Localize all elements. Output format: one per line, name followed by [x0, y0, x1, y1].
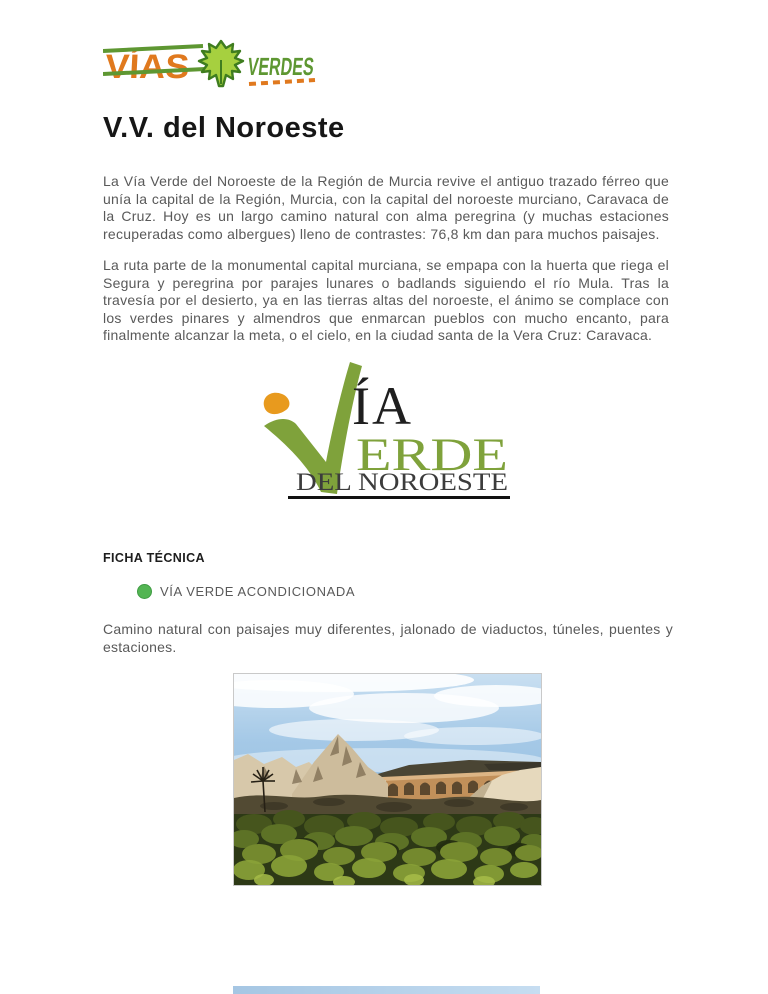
route-paragraph: La ruta parte de la monumental capital murciana, se empapa con la huerta que riega el Segura y peregrina por parajes lunares o badlands siguiendo el río Mula. Tras la travesía por el desierto, ya en las tierras altas del noroeste, el ánimo se complace con los verdes pinares y almendros que enmarcan pueblos con mucho encanto, para finalmente alcanzar la meta, o el cielo, en la ciudad santa de la Vera Cruz: Caravaca.	[103, 257, 669, 344]
via-verde-del-noroeste-logo	[250, 360, 520, 513]
via-verde-logo-graphic	[250, 360, 520, 508]
logo-word-verdes: VERDES	[246, 53, 343, 81]
status-bullet-row	[137, 584, 355, 599]
logo-underline	[288, 496, 510, 499]
landscape-photo	[233, 673, 542, 886]
intro-paragraph: La Vía Verde del Noroeste de la Región de Murcia revive el antiguo trazado férreo que unía la capital de la Región, Murcia, con la capital del noroeste murciano, Caravaca de la Cruz. Hoy es un largo camino natural con alma peregrina (y muchas estaciones recuperadas como albergues) lleno de contrastes: 76,8 km dan para muchos paisajes.	[103, 173, 669, 242]
vias-verdes-logo-graphic	[103, 36, 343, 92]
vias-verdes-logo	[103, 36, 343, 97]
orchard	[234, 810, 541, 885]
green-dot-icon	[137, 584, 152, 599]
ficha-tecnica-heading: FICHA TÉCNICA	[103, 551, 205, 565]
orange-blob-icon	[264, 393, 290, 414]
page-title: V.V. del Noroeste	[103, 112, 345, 144]
leaf-icon	[199, 41, 243, 86]
logo-text-del-noroeste: DEL NOROESTE	[296, 469, 508, 496]
next-photo-strip	[233, 986, 540, 994]
logo-text-ia: ÍA	[352, 376, 413, 436]
description-paragraph: Camino natural con paisajes muy diferentes, jalonado de viaductos, túneles, puentes y estaciones.	[103, 621, 673, 655]
logo-word-vias: VÍAS	[104, 48, 186, 86]
bullet-label: VÍA VERDE ACONDICIONADA	[160, 584, 356, 599]
logo-text-erde: ERDE	[356, 429, 508, 481]
